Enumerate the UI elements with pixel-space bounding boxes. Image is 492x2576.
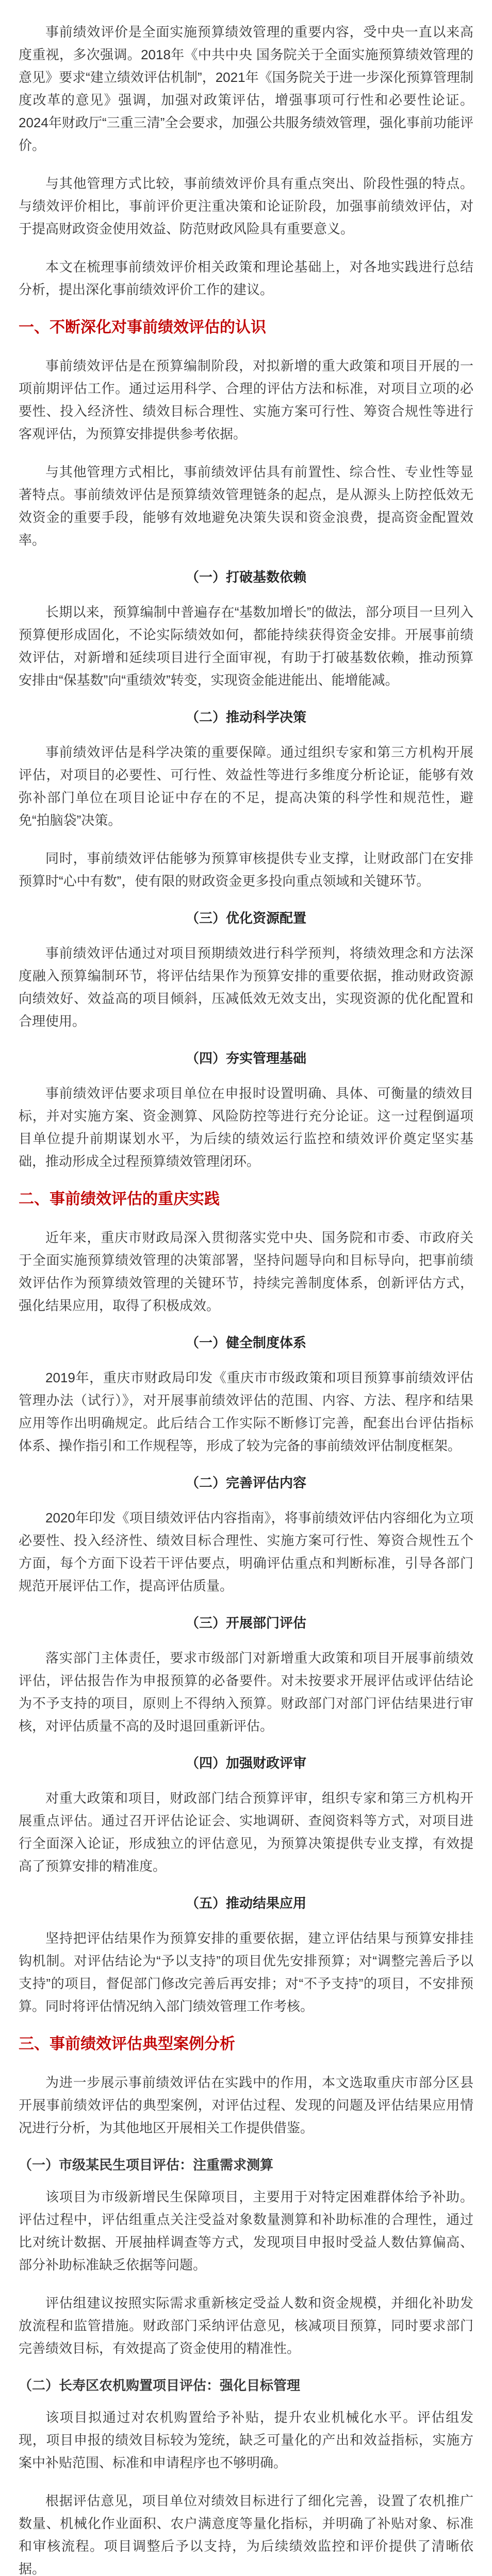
section-heading-3: 三、事前绩效评估典型案例分析: [19, 2036, 235, 2053]
subheading: （三）开展部门评估: [185, 1615, 306, 1631]
section-paragraph: 事前绩效评估通过对项目预期绩效进行科学预判，将绩效理念和方法深度融入预算编制环节，将评估结果作为预算安排的重要依据，推动财政资源向绩效好、效益高的项目倾斜，压减低效无效支出，实现资源的优化配置和合理使用。: [19, 945, 473, 1029]
section-heading-2: 二、事前绩效评估的重庆实践: [19, 1191, 220, 1208]
intro-paragraph: 本文在梳理事前绩效评价相关政策和理论基础上，对各地实践进行总结分析，提出深化事前绩效评价工作的建议。: [19, 259, 473, 297]
section-paragraph: 该项目为市级新增民生保障项目，主要用于对特定困难群体给予补助。评估过程中，评估组重点关注受益对象数量测算和补助标准的合理性，通过比对统计数据、开展抽样调查等方式，发现项目申报时受益人数估算偏高、部分补助标准缺乏依据等问题。: [19, 2189, 473, 2273]
subheading: （一）健全制度体系: [185, 1335, 306, 1350]
case-heading: （一）市级某民生项目评估：注重需求测算: [19, 2157, 274, 2173]
section-paragraph: 为进一步展示事前绩效评估在实践中的作用，本文选取重庆市部分区县开展事前绩效评估的典型案例，对评估过程、发现的问题及评估结果应用情况进行分析，为其他地区开展相关工作提供借鉴。: [19, 2075, 473, 2136]
subheading: （一）打破基数依赖: [185, 569, 306, 585]
intro-paragraph: 与其他管理方式比较，事前绩效评价具有重点突出、阶段性强的特点。与绩效评价相比，事前评价更注重决策和论证阶段，加强事前绩效评估，对于提高财政资金使用效益、防范财政风险具有重要意义。: [19, 176, 473, 236]
section-paragraph: 根据评估意见，项目单位对绩效目标进行了细化完善，设置了农机推广数量、机械化作业面积、农户满意度等量化指标，并明确了补贴对象、标准和审核流程。项目调整后予以支持，为后续绩效监控和评价提供了清晰依据。: [19, 2493, 473, 2576]
subheading: （四）夯实管理基础: [185, 1050, 306, 1066]
section-paragraph: 落实部门主体责任，要求市级部门对新增重大政策和项目开展事前绩效评估，评估报告作为申报预算的必备要件。对未按要求开展评估或评估结论为不予支持的项目，原则上不得纳入预算。财政部门对部门评估结果进行审核，对评估质量不高的及时退回重新评估。: [19, 1650, 473, 1734]
section-paragraph: 长期以来，预算编制中普遍存在“基数加增长”的做法，部分项目一旦列入预算便形成固化，不论实际绩效如何，都能持续获得资金安排。开展事前绩效评估，对新增和延续项目进行全面审视，有助于打破基数依赖，推动预算安排由“保基数”向“重绩效”转变，实现资金能进能出、能增能减。: [19, 604, 473, 688]
section-paragraph: 事前绩效评估要求项目单位在申报时设置明确、具体、可衡量的绩效目标，并对实施方案、资金测算、风险防控等进行充分论证。这一过程倒逼项目单位提升前期谋划水平，为后续的绩效运行监控和绩效评价奠定坚实基础，推动形成全过程预算绩效管理闭环。: [19, 1086, 473, 1169]
section-paragraph: 对重大政策和项目，财政部门结合预算评审，组织专家和第三方机构开展重点评估。通过召开评估论证会、实地调研、查阅资料等方式，对项目进行全面深入论证，形成独立的评估意见，为预算决策提供专业支撑，有效提高了预算安排的精准度。: [19, 1790, 473, 1874]
subheading: （三）优化资源配置: [185, 910, 306, 926]
subheading: （二）完善评估内容: [185, 1475, 306, 1490]
section-paragraph: 2019年，重庆市财政局印发《重庆市市级政策和项目预算事前绩效评估管理办法（试行）》，对开展事前绩效评估的范围、内容、方法、程序和结果应用等作出明确规定。此后结合工作实际不断修订完善，配套出台评估指标体系、操作指引和工作规程等，形成了较为完备的事前绩效评估制度框架。: [19, 1370, 473, 1453]
section-paragraph: 与其他管理方式相比，事前绩效评估具有前置性、综合性、专业性等显著特点。事前绩效评估是预算绩效管理链条的起点，是从源头上防控低效无效资金的重要手段，能够有效地避免决策失误和资金浪费，提高资金配置效率。: [19, 464, 473, 548]
section-heading-1: 一、不断深化对事前绩效评估的认识: [19, 319, 266, 336]
section-paragraph: 近年来，重庆市财政局深入贯彻落实党中央、国务院和市委、市政府关于全面实施预算绩效管理的决策部署，坚持问题导向和目标导向，把事前绩效评估作为预算绩效管理的关键环节，持续完善制度体系，创新评估方式，强化结果应用，取得了积极成效。: [19, 1230, 473, 1313]
section-paragraph: 坚持把评估结果作为预算安排的重要依据，建立评估结果与预算安排挂钩机制。对评估结论为“予以支持”的项目优先安排预算；对“调整完善后予以支持”的项目，督促部门修改完善后再安排；对“不予支持”的项目，不安排预算。同时将评估情况纳入部门绩效管理工作考核。: [19, 1930, 473, 2014]
subheading: （二）推动科学决策: [185, 709, 306, 725]
section-paragraph: 事前绩效评估是科学决策的重要保障。通过组织专家和第三方机构开展评估，对项目的必要性、可行性、效益性等进行多维度分析论证，能够有效弥补部门单位在项目论证中存在的不足，提高决策的科学性和规范性，避免“拍脑袋”决策。: [19, 744, 473, 828]
subheading: （四）加强财政评审: [185, 1755, 306, 1771]
section-paragraph: 评估组建议按照实际需求重新核定受益人数和资金规模，并细化补助发放流程和监管措施。财政部门采纳评估意见，核减项目预算，同时要求部门完善绩效目标，有效提高了资金使用的精准性。: [19, 2295, 473, 2356]
section-paragraph: 2020年印发《项目绩效评估内容指南》，将事前绩效评估内容细化为立项必要性、投入经济性、绩效目标合理性、实施方案可行性、筹资合规性五个方面，每个方面下设若干评估要点，明确评估重点和判断标准，引导各部门规范开展评估工作，提高评估质量。: [19, 1510, 473, 1594]
subheading: （五）推动结果应用: [185, 1895, 306, 1911]
section-paragraph: 事前绩效评估是在预算编制阶段，对拟新增的重大政策和项目开展的一项前期评估工作。通过运用科学、合理的评估方法和标准，对项目立项的必要性、投入经济性、绩效目标合理性、实施方案可行性、筹资合规性等进行客观评估，为预算安排提供参考依据。: [19, 358, 473, 442]
intro-paragraph: 事前绩效评价是全面实施预算绩效管理的重要内容，受中央一直以来高度重视，多次强调。2018年《中共中央 国务院关于全面实施预算绩效管理的意见》要求“建立绩效评估机制”，2021年《国务院关于进一步深化预算管理制度改革的意见》强调，加强对政策评估，增强事项可行性和必要性论证。2024年财政厅“三重三清”全会要求，加强公共服务绩效管理，强化事前功能评价。: [19, 24, 473, 153]
section-paragraph: 同时，事前绩效评估能够为预算审核提供专业支撑，让财政部门在安排预算时“心中有数”，使有限的财政资金更多投向重点领域和关键环节。: [19, 851, 473, 889]
section-paragraph: 该项目拟通过对农机购置给予补贴，提升农业机械化水平。评估组发现，项目申报的绩效目标较为笼统，缺乏可量化的产出和效益指标，实施方案中补贴范围、标准和申请程序也不够明确。: [19, 2410, 473, 2470]
case-heading: （二）长寿区农机购置项目评估：强化目标管理: [19, 2378, 301, 2393]
